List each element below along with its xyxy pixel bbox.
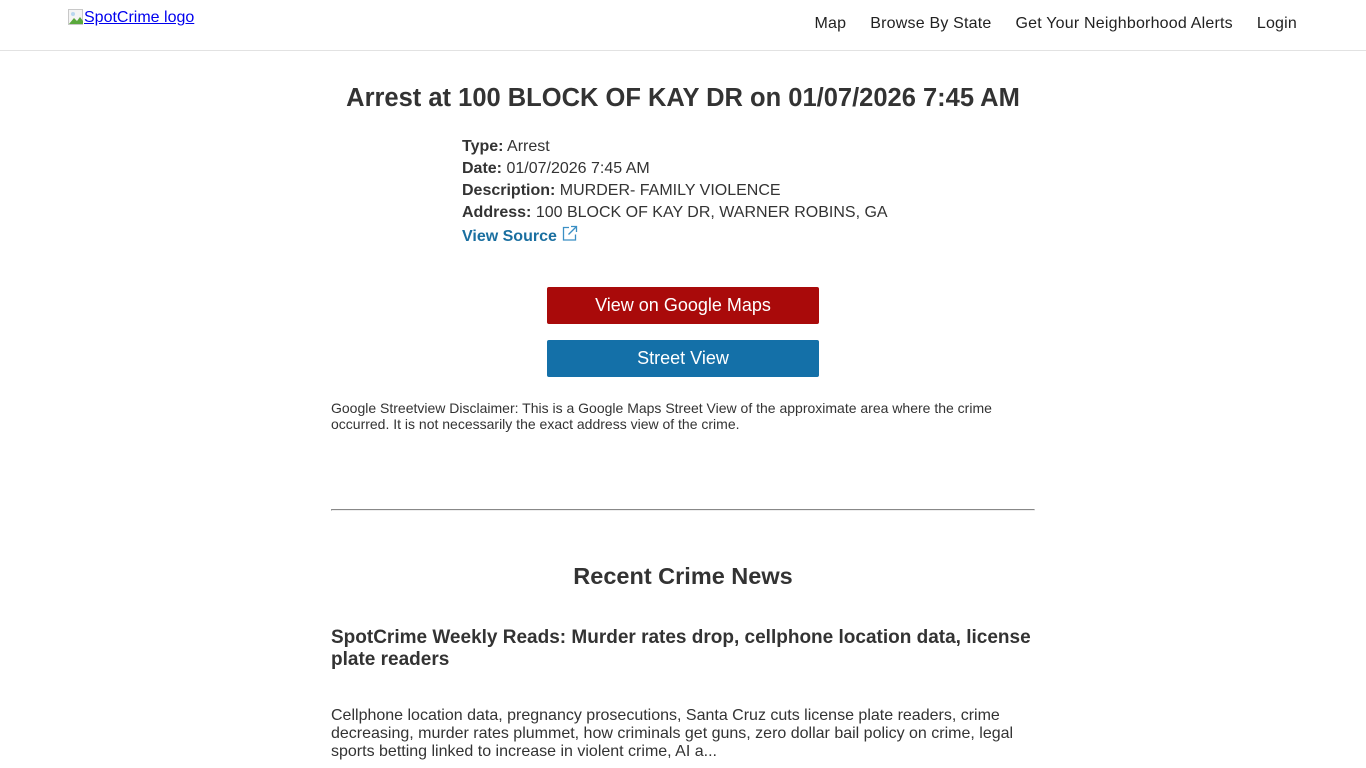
view-source-label: View Source	[462, 227, 557, 245]
address-value: 100 BLOCK OF KAY DR, WARNER ROBINS, GA	[535, 204, 888, 221]
date-value: 01/07/2026 7:45 AM	[506, 160, 650, 177]
streetview-disclaimer: Google Streetview Disclaimer: This is a Google Maps Street View of the approximate area where the crime occurred. It is not necessarily the exact address view of the crime.	[331, 400, 992, 432]
external-link-icon	[561, 224, 578, 249]
date-row	[462, 158, 888, 180]
street-view-button[interactable]: Street View	[547, 340, 819, 377]
news-item-title[interactable]: SpotCrime Weekly Reads: Murder rates drop, cellphone location data, license plate readers	[331, 627, 1031, 670]
nav-link-login[interactable]: Login	[1256, 15, 1297, 32]
description-value: MURDER- FAMILY VIOLENCE	[559, 182, 781, 199]
navbar	[0, 0, 1366, 51]
recent-crime-news-heading: Recent Crime News	[573, 563, 793, 589]
type-value: Arrest	[507, 138, 550, 155]
incident-details	[462, 136, 888, 249]
address-label: Address:	[462, 204, 532, 221]
section-divider	[331, 509, 1035, 511]
description-label: Description:	[462, 182, 556, 199]
description-row	[462, 180, 888, 202]
address-row	[462, 202, 888, 224]
view-source-link[interactable]	[462, 224, 578, 249]
news-item-excerpt: Cellphone location data, pregnancy prosecutions, Santa Cruz cuts license plate readers, crime decreasing, murder rates plummet, how criminals get guns, zero dollar bail policy on crime, legal sports betting linked to increase in violent crime, AI a...	[331, 707, 1014, 760]
nav-link-map[interactable]: Map	[814, 15, 847, 32]
logo-link[interactable]	[68, 9, 194, 27]
type-row	[462, 136, 888, 158]
view-on-google-maps-button[interactable]: View on Google Maps	[547, 287, 819, 324]
nav-link-neighborhood-alerts[interactable]: Get Your Neighborhood Alerts	[1015, 15, 1233, 32]
logo-alt-text: SpotCrime logo	[84, 9, 195, 26]
view-source-row	[462, 224, 888, 249]
nav-links	[791, 14, 1297, 34]
page-title: Arrest at 100 BLOCK OF KAY DR on 01/07/2026 7:45 AM	[346, 84, 1020, 112]
date-label: Date:	[462, 160, 503, 177]
type-label: Type:	[462, 138, 504, 155]
broken-image-icon	[68, 9, 84, 25]
nav-link-browse-by-state[interactable]: Browse By State	[870, 15, 992, 32]
